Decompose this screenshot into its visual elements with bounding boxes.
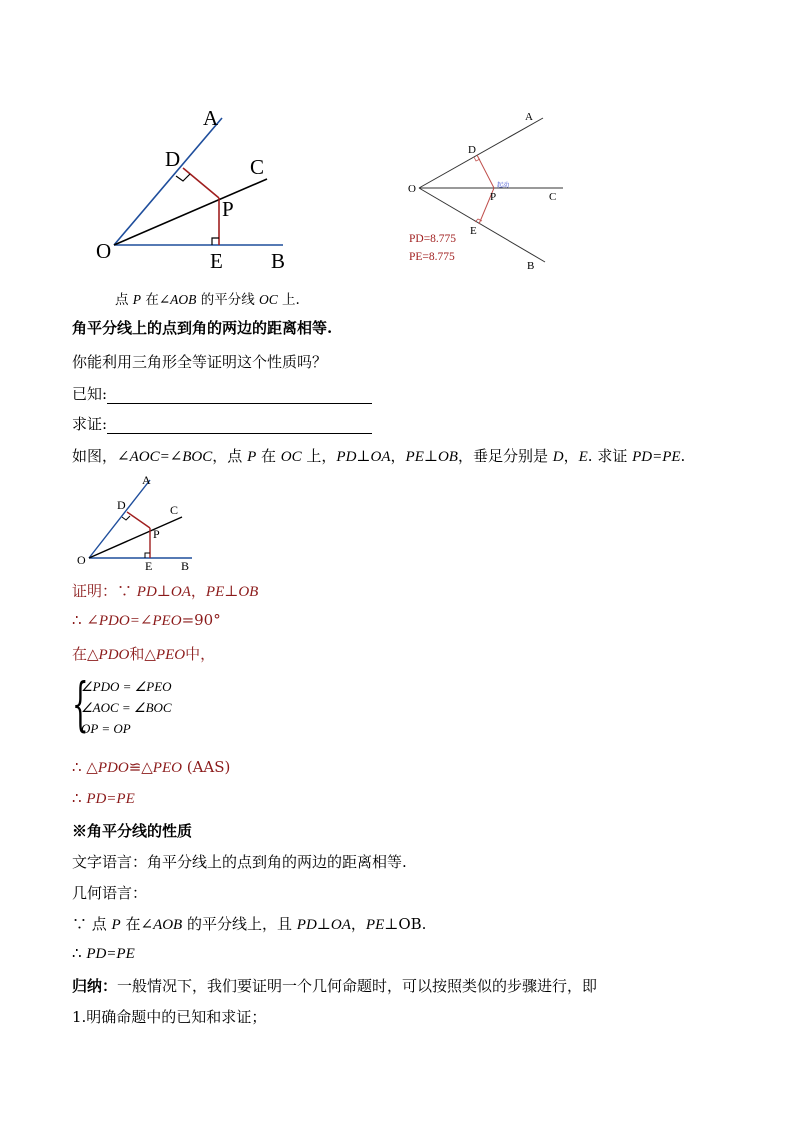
proof-line-2: ∴ ∠PDO=∠PEO=90° <box>72 611 221 629</box>
prove-blank <box>107 418 372 434</box>
fig3-label-b: B <box>181 559 190 573</box>
fig3-label-o: O <box>77 553 86 567</box>
fig2-label-b: B <box>527 260 535 272</box>
fig1-label-b: B <box>271 249 286 273</box>
text-language: 文字语言：角平分线上的点到角的两边的距离相等. <box>72 853 407 871</box>
figure-3-small-bisector <box>72 470 197 575</box>
prove-field: 求证: <box>72 413 372 434</box>
proof-line-5: ∴ PD=PE <box>72 789 135 807</box>
fig1-label-o: O <box>96 239 112 263</box>
system-eq-3: OP = OP <box>81 721 131 736</box>
fig3-label-d: D <box>117 498 126 512</box>
fig1-label-e: E <box>210 249 223 273</box>
fig1-label-a: A <box>203 106 219 130</box>
figure-2-measured-bisector <box>400 105 570 275</box>
fig2-label-c: C <box>549 191 557 203</box>
proof-line-1: 证明：∵ PD⊥OA，PE⊥OB <box>72 582 259 600</box>
fig2-label-small: 起动 <box>497 183 510 189</box>
known-field: 已知: <box>72 383 372 404</box>
known-blank <box>107 388 372 404</box>
proof-line-4: ∴ △PDO≌△PEO (AAS) <box>72 758 231 776</box>
fig3-label-p: P <box>153 527 160 541</box>
fig2-label-p: P <box>490 191 497 203</box>
problem-statement: 如图，∠AOC=∠BOC，点 P 在 OC 上，PD⊥OA，PE⊥OB，垂足分别是 D，E. 求证 PD=PE. <box>72 447 686 465</box>
fig3-label-e: E <box>145 559 153 573</box>
system-eq-1: ∠PDO = ∠PEO <box>81 679 172 694</box>
fig1-label-c: C <box>250 155 265 179</box>
fig3-label-c: C <box>170 503 179 517</box>
step-1: 1.明确命题中的已知和求证； <box>72 1008 267 1026</box>
fig2-label-a: A <box>525 111 533 123</box>
geometry-conclusion: ∴ PD=PE <box>72 944 135 962</box>
geometry-language-label: 几何语言： <box>72 884 148 902</box>
fig2-pd-value: PD=8.775 <box>409 233 457 245</box>
fig2-label-d: D <box>468 144 476 156</box>
system-brace: { <box>72 670 89 738</box>
fig1-label-d: D <box>165 147 181 171</box>
figure-caption: 点 P 在∠AOB 的平分线 OC 上. <box>115 292 300 308</box>
fig2-label-e: E <box>470 225 477 237</box>
question-text: 你能利用三角形全等证明这个性质吗？ <box>72 353 328 371</box>
proof-equation-system <box>72 670 202 741</box>
fig3-label-a: A <box>142 473 151 487</box>
fig2-pe-value: PE=8.775 <box>409 251 455 263</box>
proof-line-3: 在△PDO和△PEO中， <box>72 645 216 663</box>
fig2-label-o: O <box>408 183 416 195</box>
fig1-label-p: P <box>222 197 234 221</box>
property-title: ※角平分线的性质 <box>72 822 193 840</box>
figure-1-angle-bisector <box>90 100 300 275</box>
theorem-statement: 角平分线上的点到角的两边的距离相等. <box>72 319 333 337</box>
geometry-statement: ∵ 点 P 在∠AOB 的平分线上，且 PD⊥OA，PE⊥OB. <box>72 915 427 933</box>
summary: 归纳：一般情况下，我们要证明一个几何命题时，可以按照类似的步骤进行，即 <box>72 977 598 995</box>
system-eq-2: ∠AOC = ∠BOC <box>81 700 172 715</box>
